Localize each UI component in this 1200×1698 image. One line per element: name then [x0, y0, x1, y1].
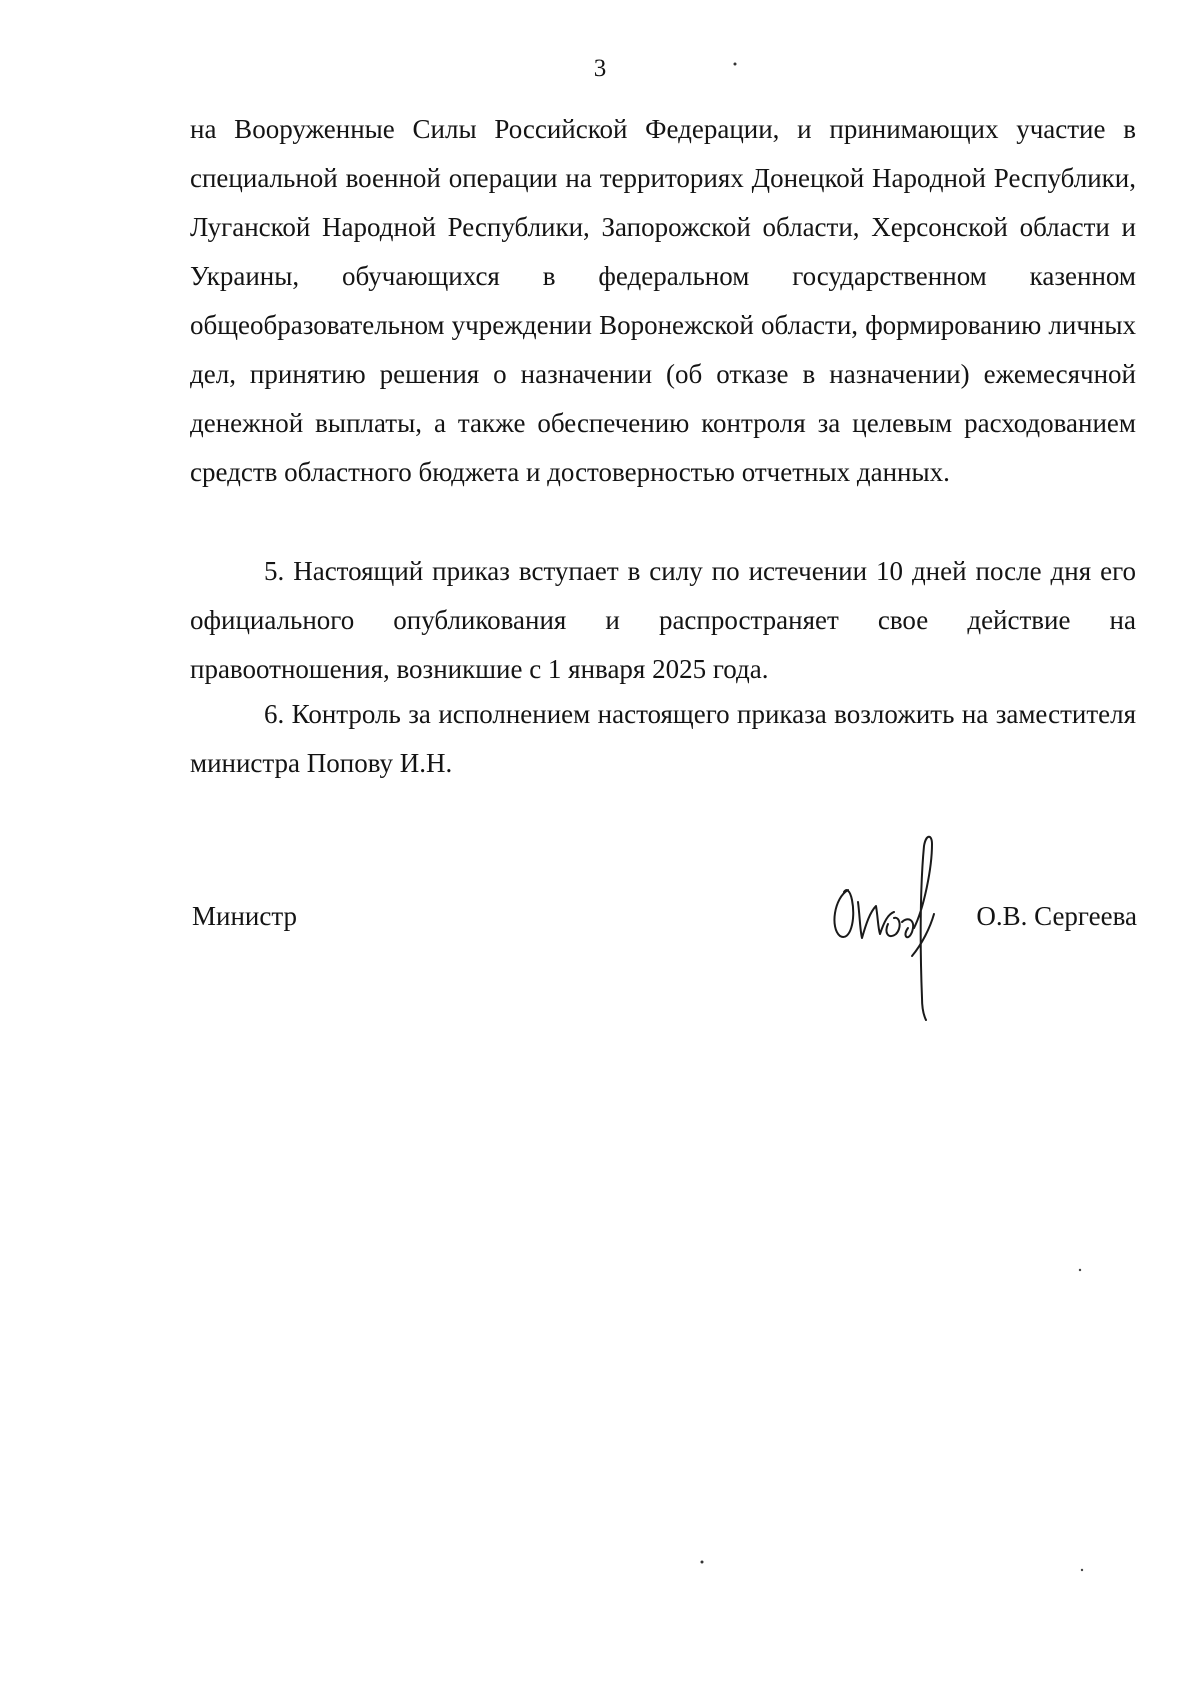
- paragraph-item-5-text: 5. Настоящий приказ вступает в силу по истечении 10 дней после дня его официального опубликования и распространяет свое действие на правоотношения, возникшие с 1 января 2025 года.: [190, 556, 1136, 684]
- paragraph-item-6-text: 6. Контроль за исполнением настоящего приказа возложить на заместителя министра Попову И.Н.: [190, 699, 1136, 778]
- page-number: 3: [593, 55, 607, 82]
- signer-title: Министр: [192, 901, 297, 931]
- paragraph-item-6: [190, 690, 1136, 788]
- paragraph-continuation-text: на Вооруженные Силы Российской Федерации, и принимающих участие в специальной военной операции на территориях Донецкой Народной Республики, Луганской Народной Республики, Запорожской области, Херсонской области и Украины, обучающихся в федеральном государственном казенном общеобразовательном учреждении Воронежской области, формированию личных дел, принятию решения о назначении (об отказе в назначении) ежемесячной денежной выплаты, а также обеспечению контроля за целевым расходованием средств областного бюджета и достоверностью отчетных данных.: [190, 114, 1136, 487]
- handwritten-signature: [826, 828, 966, 1028]
- signer-name: О.В. Сергеева: [976, 901, 1137, 931]
- paragraph-continuation: [190, 105, 1136, 497]
- paragraph-item-5: [190, 547, 1136, 694]
